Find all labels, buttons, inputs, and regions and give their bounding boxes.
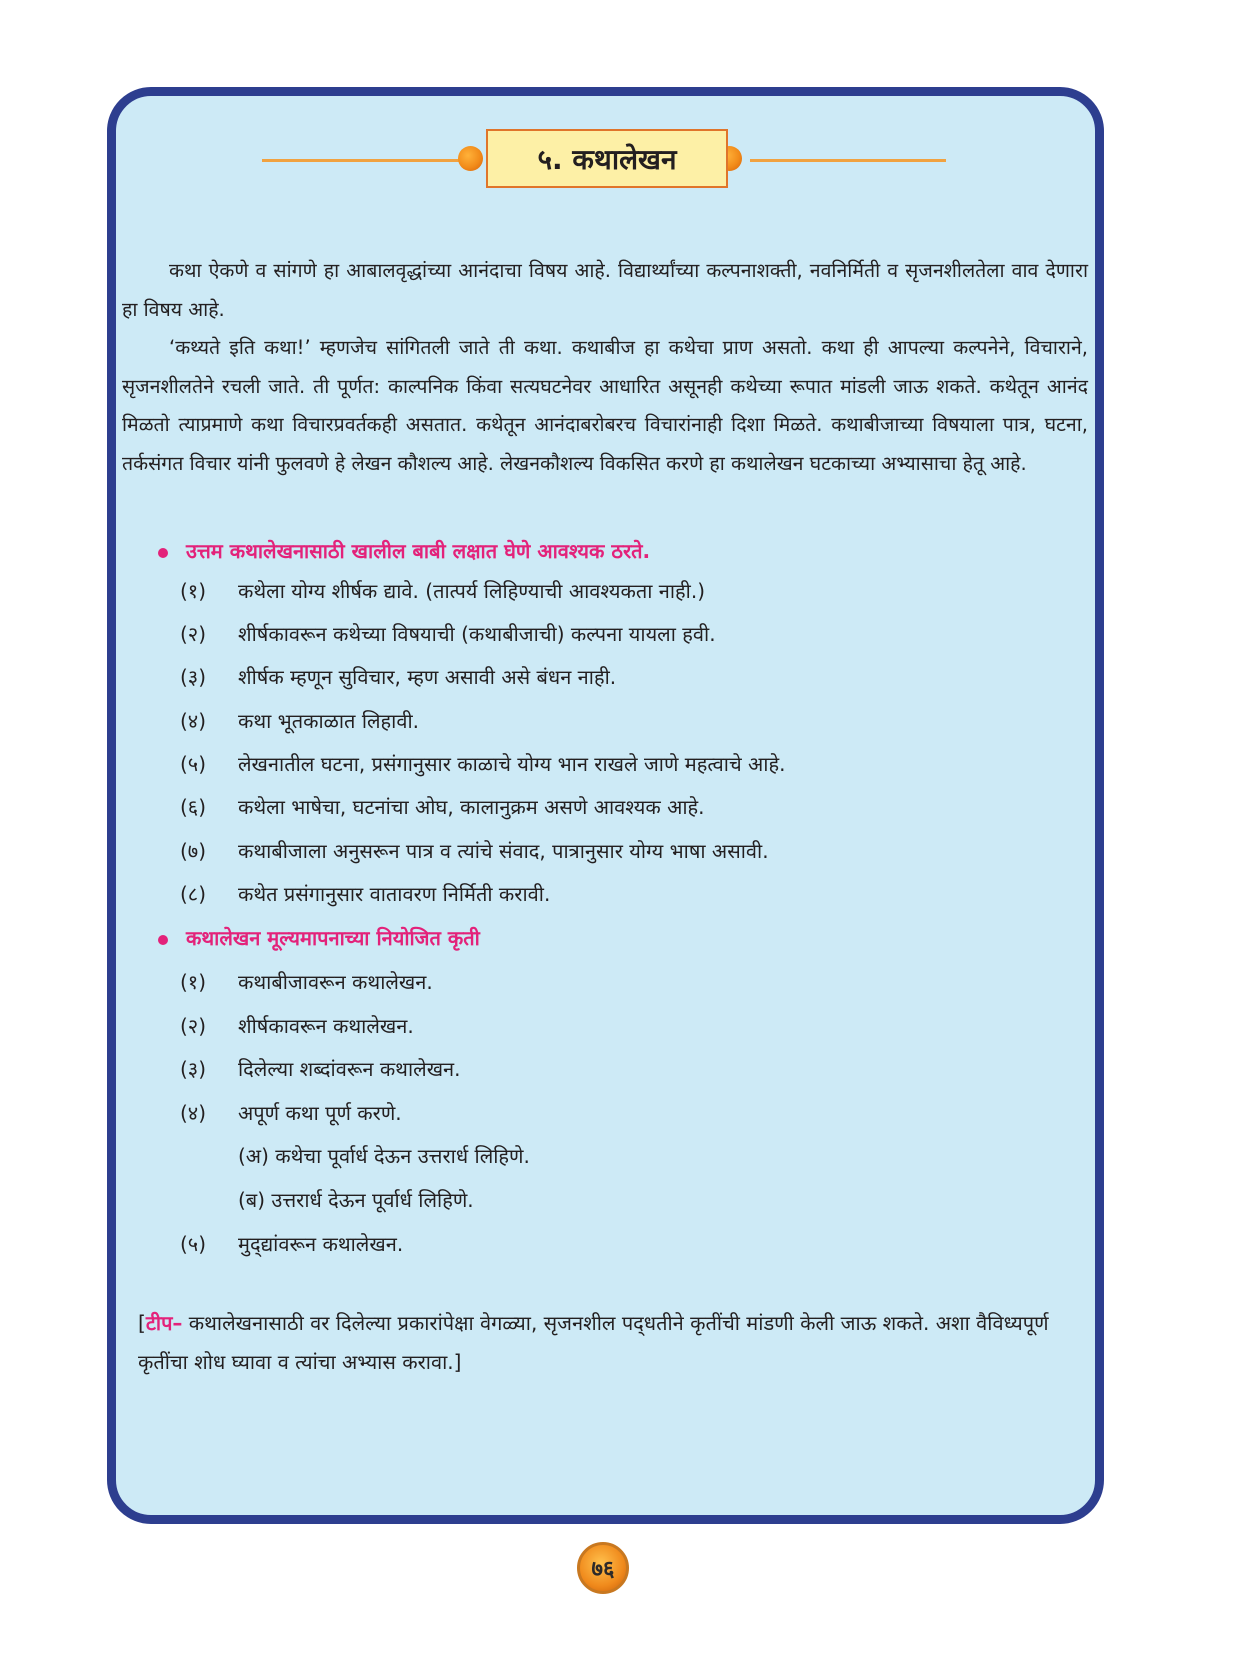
list-item	[180, 1228, 403, 1260]
list-item	[180, 661, 616, 693]
list-item-number: (८)	[180, 882, 207, 906]
bullet-icon	[158, 935, 168, 945]
list-item-number: (२)	[180, 622, 207, 646]
list-item-number: (१)	[180, 579, 207, 603]
list-item-number: (५)	[180, 752, 207, 776]
title-rule-right	[750, 159, 946, 162]
list-item	[180, 791, 705, 823]
list-item-text: शीर्षकावरून कथालेखन.	[238, 1014, 414, 1038]
page-number: ७६	[591, 1557, 615, 1582]
list-item	[180, 1010, 414, 1042]
intro-paragraph-1: कथा ऐकणे व सांगणे हा आबालवृद्धांच्या आनंदाचा विषय आहे. विद्यार्थ्यांच्या कल्पनाशक्ती, नवनिर्मिती व सृजनशीलतेला वाव देणारा हा विषय आहे.	[122, 259, 1088, 321]
list-item-text: कथा भूतकाळात लिहावी.	[238, 709, 420, 733]
title-rule-left	[262, 159, 462, 162]
title-ornament-left	[458, 146, 483, 171]
list-item-text: शीर्षकावरून कथेच्या विषयाची (कथाबीजाची) कल्पना यायला हवी.	[238, 622, 716, 646]
note-open-bracket: [	[138, 1311, 146, 1335]
list-item-text: शीर्षक म्हणून सुविचार, म्हण असावी असे बंधन नाही.	[238, 665, 617, 689]
list-item-number: (१)	[180, 970, 207, 994]
section1-heading	[158, 537, 650, 564]
note-block	[138, 1304, 1078, 1382]
list-item	[180, 618, 716, 650]
sub-list-item: (अ) कथेचा पूर्वार्ध देऊन उत्तरार्ध लिहिणे.	[238, 1144, 530, 1168]
list-item	[180, 878, 550, 910]
list-item-number: (६)	[180, 795, 207, 819]
list-item-number: (३)	[180, 1057, 207, 1081]
list-item-text: अपूर्ण कथा पूर्ण करणे.	[238, 1101, 402, 1125]
section2-heading-text: कथालेखन मूल्यमापनाच्या नियोजित कृती	[186, 926, 480, 950]
note-text: कथालेखनासाठी वर दिलेल्या प्रकारांपेक्षा वेगळ्या, सृजनशील पद्‌धतीने कृतींची मांडणी केली जाऊ शकते. अशा वैविध्यपूर्ण कृतींचा शोध घ्यावा व त्यांचा अभ्यास करावा.]	[138, 1311, 1049, 1374]
sub-list-item: (ब) उत्तरार्ध देऊन पूर्वार्ध लिहिणे.	[238, 1188, 474, 1212]
intro-paragraph-2: ‘कथ्यते इति कथा!’ म्हणजेच सांगितली जाते ती कथा. कथाबीज हा कथेचा प्राण असतो. कथा ही आपल्या कल्पनेने, विचाराने, सृजनशीलतेने रचली जाते. ती पूर्णत: काल्पनिक किंवा सत्यघटनेवर आधारित असूनही कथेच्या रूपात मांडली जाऊ शकते. कथेतून आनंद मिळतो त्याप्रमाणे कथा विचारप्रवर्तकही असतात. कथेतून आनंदाबरोबरच विचारांनाही दिशा मिळते. कथाबीजाच्या विषयाला पात्र, घटना, तर्कसंगत विचार यांनी फुलवणे हे लेखन कौशल्य आहे. लेखनकौशल्य विकसित करणे हा कथालेखन घटकाच्या अभ्यासाचा हेतू आहे.	[122, 336, 1088, 475]
list-item-text: दिलेल्या शब्दांवरून कथालेखन.	[238, 1057, 461, 1081]
section2-heading	[158, 924, 480, 951]
list-item-text: लेखनातील घटना, प्रसंगानुसार काळाचे योग्य भान राखले जाणे महत्वाचे आहे.	[238, 752, 786, 776]
list-item	[180, 1053, 461, 1085]
list-item-number: (५)	[180, 1232, 207, 1256]
list-item-text: कथेला योग्य शीर्षक द्यावे. (तात्पर्य लिहिण्याची आवश्यकता नाही.)	[238, 579, 706, 603]
list-item-text: कथाबीजाला अनुसरून पात्र व त्यांचे संवाद, पात्रानुसार योग्य भाषा असावी.	[238, 839, 769, 863]
list-item-number: (३)	[180, 665, 207, 689]
section1-heading-text: उत्तम कथालेखनासाठी खालील बाबी लक्षात घेणे आवश्यक ठरते.	[186, 539, 651, 563]
bullet-icon	[158, 548, 168, 558]
list-item	[180, 748, 785, 780]
chapter-title-text: ५. कथालेखन	[537, 142, 677, 176]
list-item-text: कथेत प्रसंगानुसार वातावरण निर्मिती करावी.	[238, 882, 551, 906]
list-item	[180, 1097, 402, 1129]
chapter-title	[486, 129, 728, 188]
list-item	[180, 835, 769, 867]
page-number-badge	[577, 1542, 629, 1594]
list-item-number: (४)	[180, 709, 207, 733]
note-label: टीप–	[145, 1311, 183, 1335]
list-item-text: मुद्‌द्यांवरून कथालेखन.	[238, 1232, 404, 1256]
list-item-number: (७)	[180, 839, 207, 863]
list-item-number: (२)	[180, 1014, 207, 1038]
list-item-number: (४)	[180, 1101, 207, 1125]
list-item	[180, 575, 705, 607]
list-item-text: कथेला भाषेचा, घटनांचा ओघ, कालानुक्रम असणे आवश्यक आहे.	[238, 795, 705, 819]
list-item-text: कथाबीजावरून कथालेखन.	[238, 970, 433, 994]
list-item	[180, 966, 433, 998]
list-item	[180, 705, 419, 737]
